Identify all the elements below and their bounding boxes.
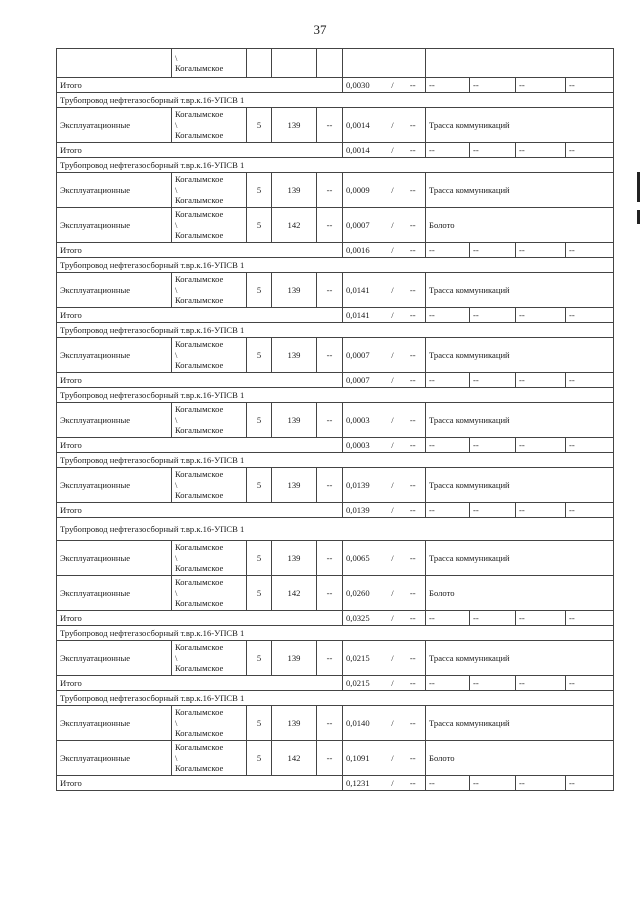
table-cell: [426, 49, 614, 78]
pipeline-header: Трубопровод нефтегазосборный т.вр.к.16-УПСВ 1: [57, 626, 614, 641]
section-number: 142: [272, 576, 317, 611]
total-label: Итого: [57, 78, 343, 93]
total-area: 0,0007: [343, 373, 382, 388]
total-area: 0,0325: [343, 611, 382, 626]
location-cell: [172, 108, 247, 143]
forest-type: Эксплуатационные: [57, 468, 172, 503]
forest-type: Эксплуатационные: [57, 208, 172, 243]
pipeline-header-row: [57, 388, 614, 403]
quarter-number: 5: [247, 208, 272, 243]
subsection-value: --: [317, 108, 343, 143]
location-line: Когалымское: [175, 577, 224, 588]
total-label: Итого: [57, 611, 343, 626]
subsection-value: --: [317, 403, 343, 438]
forest-type: Эксплуатационные: [57, 576, 172, 611]
area-slash: /: [382, 576, 404, 611]
total-row: [57, 78, 614, 93]
pipeline-header-row: [57, 93, 614, 108]
area-dash: --: [404, 706, 426, 741]
total-dash: --: [566, 373, 614, 388]
location-separator: \: [175, 52, 178, 63]
total-slash: /: [382, 676, 404, 691]
quarter-number: 5: [247, 541, 272, 576]
location-separator: \: [175, 119, 178, 130]
total-dash: --: [404, 503, 426, 518]
location-line: Когалымское: [175, 742, 224, 753]
land-category: Трасса коммуникаций: [426, 338, 614, 373]
table-cell: [317, 49, 343, 78]
area-dash: --: [404, 741, 426, 776]
land-category: Болото: [426, 576, 614, 611]
section-number: 142: [272, 208, 317, 243]
total-area: 0,1231: [343, 776, 382, 791]
location-line: Когалымское: [175, 130, 224, 141]
plot-row: [57, 108, 614, 143]
location-line: Когалымское: [175, 195, 224, 206]
pipeline-header-row: [57, 453, 614, 468]
area-slash: /: [382, 208, 404, 243]
total-dash: --: [470, 308, 516, 323]
area-slash: /: [382, 468, 404, 503]
total-label: Итого: [57, 438, 343, 453]
total-dash: --: [404, 78, 426, 93]
land-category: Трасса коммуникаций: [426, 108, 614, 143]
total-dash: --: [470, 243, 516, 258]
total-dash: --: [470, 373, 516, 388]
total-label: Итого: [57, 143, 343, 158]
plot-row: [57, 706, 614, 741]
total-dash: --: [404, 611, 426, 626]
location-separator: \: [175, 184, 178, 195]
quarter-number: 5: [247, 641, 272, 676]
total-dash: --: [470, 611, 516, 626]
location-cell: [172, 403, 247, 438]
area-slash: /: [382, 338, 404, 373]
area-value: 0,0007: [343, 208, 382, 243]
area-value: 0,0260: [343, 576, 382, 611]
total-dash: --: [516, 373, 566, 388]
location-line: Когалымское: [175, 63, 224, 73]
area-dash: --: [404, 641, 426, 676]
location-line: Когалымское: [175, 295, 224, 306]
total-row: [57, 503, 614, 518]
area-slash: /: [382, 108, 404, 143]
area-value: 0,0014: [343, 108, 382, 143]
pipeline-header-row: [57, 258, 614, 273]
area-value: 0,0140: [343, 706, 382, 741]
total-slash: /: [382, 78, 404, 93]
forest-type: Эксплуатационные: [57, 641, 172, 676]
total-row: [57, 676, 614, 691]
plot-row: [57, 641, 614, 676]
location-separator: \: [175, 479, 178, 490]
location-cell: [172, 173, 247, 208]
subsection-value: --: [317, 338, 343, 373]
location-separator: \: [175, 752, 178, 763]
area-dash: --: [404, 468, 426, 503]
subsection-value: --: [317, 641, 343, 676]
subsection-value: --: [317, 173, 343, 208]
section-number: 139: [272, 273, 317, 308]
location-line: Когалымское: [175, 404, 224, 415]
pipeline-header: Трубопровод нефтегазосборный т.вр.к.16-УПСВ 1: [57, 388, 614, 403]
area-dash: --: [404, 338, 426, 373]
pipeline-header-row: [57, 691, 614, 706]
area-slash: /: [382, 641, 404, 676]
forest-type: Эксплуатационные: [57, 273, 172, 308]
forest-type: Эксплуатационные: [57, 541, 172, 576]
forest-type: Эксплуатационные: [57, 706, 172, 741]
area-dash: --: [404, 173, 426, 208]
total-label: Итого: [57, 776, 343, 791]
quarter-number: 5: [247, 741, 272, 776]
area-dash: --: [404, 108, 426, 143]
total-dash: --: [426, 611, 470, 626]
location-line: Когалымское: [175, 209, 224, 220]
section-number: 139: [272, 338, 317, 373]
pipeline-header-row: [57, 626, 614, 641]
location-cell: [172, 468, 247, 503]
total-slash: /: [382, 776, 404, 791]
area-slash: /: [382, 403, 404, 438]
total-dash: --: [470, 438, 516, 453]
forest-type: Эксплуатационные: [57, 108, 172, 143]
forest-type: Эксплуатационные: [57, 741, 172, 776]
total-area: 0,0003: [343, 438, 382, 453]
section-number: 139: [272, 641, 317, 676]
location-separator: \: [175, 414, 178, 425]
total-row: [57, 373, 614, 388]
total-dash: --: [516, 503, 566, 518]
location-cell: [172, 273, 247, 308]
total-dash: --: [404, 308, 426, 323]
pipeline-header-row: [57, 323, 614, 338]
total-row: [57, 143, 614, 158]
total-area: 0,0139: [343, 503, 382, 518]
section-number: 139: [272, 468, 317, 503]
plot-row: [57, 468, 614, 503]
area-value: 0,0139: [343, 468, 382, 503]
area-dash: --: [404, 541, 426, 576]
total-dash: --: [516, 78, 566, 93]
quarter-number: 5: [247, 468, 272, 503]
quarter-number: 5: [247, 338, 272, 373]
section-number: 139: [272, 108, 317, 143]
pipeline-header: Трубопровод нефтегазосборный т.вр.к.16-УПСВ 1: [57, 453, 614, 468]
quarter-number: 5: [247, 273, 272, 308]
area-value: 0,0007: [343, 338, 382, 373]
location-separator: \: [175, 552, 178, 563]
location-line: Когалымское: [175, 663, 224, 674]
area-dash: --: [404, 273, 426, 308]
quarter-number: 5: [247, 403, 272, 438]
total-area: 0,0141: [343, 308, 382, 323]
pipeline-header: Трубопровод нефтегазосборный т.вр.к.16-УПСВ 1: [57, 518, 614, 541]
location-line: Когалымское: [175, 469, 224, 480]
total-dash: --: [470, 676, 516, 691]
location-separator: \: [175, 349, 178, 360]
location-separator: \: [175, 652, 178, 663]
total-row: [57, 438, 614, 453]
area-value: 0,0009: [343, 173, 382, 208]
total-dash: --: [566, 676, 614, 691]
total-dash: --: [426, 143, 470, 158]
total-slash: /: [382, 373, 404, 388]
location-line: Когалымское: [175, 642, 224, 653]
section-number: 142: [272, 741, 317, 776]
section-number: 139: [272, 706, 317, 741]
location-line: Когалымское: [175, 274, 224, 285]
area-slash: /: [382, 273, 404, 308]
location-line: Когалымское: [175, 425, 224, 436]
total-label: Итого: [57, 503, 343, 518]
total-dash: --: [566, 143, 614, 158]
plot-row: [57, 173, 614, 208]
area-value: 0,0003: [343, 403, 382, 438]
total-slash: /: [382, 438, 404, 453]
total-dash: --: [426, 503, 470, 518]
total-slash: /: [382, 503, 404, 518]
forest-type: Эксплуатационные: [57, 403, 172, 438]
plot-row: [57, 273, 614, 308]
location-line: Когалымское: [175, 728, 224, 739]
area-value: 0,0065: [343, 541, 382, 576]
location-cell: [172, 208, 247, 243]
table-cell: [343, 49, 426, 78]
total-dash: --: [516, 143, 566, 158]
total-dash: --: [516, 776, 566, 791]
total-slash: /: [382, 308, 404, 323]
location-cell: [172, 741, 247, 776]
total-label: Итого: [57, 373, 343, 388]
area-value: 0,0141: [343, 273, 382, 308]
plot-row: [57, 208, 614, 243]
section-number: 139: [272, 541, 317, 576]
land-category: Трасса коммуникаций: [426, 541, 614, 576]
section-number: 139: [272, 173, 317, 208]
total-dash: --: [566, 776, 614, 791]
location-line: Когалымское: [175, 763, 224, 774]
area-slash: /: [382, 541, 404, 576]
total-dash: --: [426, 676, 470, 691]
location-line: Когалымское: [175, 174, 224, 185]
total-dash: --: [404, 243, 426, 258]
quarter-number: 5: [247, 173, 272, 208]
pipeline-header-row: [57, 518, 614, 541]
area-dash: --: [404, 576, 426, 611]
total-dash: --: [566, 308, 614, 323]
location-cell: [172, 706, 247, 741]
total-label: Итого: [57, 676, 343, 691]
total-area: 0,0014: [343, 143, 382, 158]
plot-row: [57, 338, 614, 373]
total-area: 0,0016: [343, 243, 382, 258]
table-cell: [272, 49, 317, 78]
total-dash: --: [470, 776, 516, 791]
total-row: [57, 243, 614, 258]
page-number: 37: [313, 22, 327, 37]
total-dash: --: [516, 308, 566, 323]
location-line: Когалымское: [175, 598, 224, 609]
area-dash: --: [404, 403, 426, 438]
pipeline-header: Трубопровод нефтегазосборный т.вр.к.16-УПСВ 1: [57, 158, 614, 173]
subsection-value: --: [317, 273, 343, 308]
total-dash: --: [404, 143, 426, 158]
total-dash: --: [404, 438, 426, 453]
location-line: Когалымское: [175, 339, 224, 350]
total-label: Итого: [57, 243, 343, 258]
total-dash: --: [426, 243, 470, 258]
total-dash: --: [566, 243, 614, 258]
pipeline-header: Трубопровод нефтегазосборный т.вр.к.16-УПСВ 1: [57, 258, 614, 273]
total-dash: --: [516, 438, 566, 453]
total-dash: --: [566, 611, 614, 626]
area-slash: /: [382, 173, 404, 208]
total-slash: /: [382, 143, 404, 158]
location-line: Когалымское: [175, 707, 224, 718]
plot-row: [57, 403, 614, 438]
subsection-value: --: [317, 541, 343, 576]
subsection-value: --: [317, 208, 343, 243]
pipeline-header-row: [57, 158, 614, 173]
total-dash: --: [426, 308, 470, 323]
quarter-number: 5: [247, 108, 272, 143]
location-separator: \: [175, 284, 178, 295]
land-category: Трасса коммуникаций: [426, 706, 614, 741]
forest-type: Эксплуатационные: [57, 338, 172, 373]
total-dash: --: [516, 676, 566, 691]
land-category: Трасса коммуникаций: [426, 641, 614, 676]
total-dash: --: [516, 243, 566, 258]
total-dash: --: [426, 776, 470, 791]
total-dash: --: [566, 438, 614, 453]
location-cell: [172, 541, 247, 576]
total-dash: --: [470, 78, 516, 93]
continuation-row: [57, 49, 614, 78]
total-area: 0,0215: [343, 676, 382, 691]
subsection-value: --: [317, 741, 343, 776]
location-separator: \: [175, 219, 178, 230]
pipeline-header: Трубопровод нефтегазосборный т.вр.к.16-УПСВ 1: [57, 691, 614, 706]
land-category: Трасса коммуникаций: [426, 273, 614, 308]
subsection-value: --: [317, 706, 343, 741]
plot-row: [57, 741, 614, 776]
area-dash: --: [404, 208, 426, 243]
pipeline-header: Трубопровод нефтегазосборный т.вр.к.16-УПСВ 1: [57, 93, 614, 108]
total-dash: --: [470, 143, 516, 158]
land-category: Болото: [426, 208, 614, 243]
total-dash: --: [426, 78, 470, 93]
total-dash: --: [404, 676, 426, 691]
location-line: Когалымское: [175, 230, 224, 241]
total-label: Итого: [57, 308, 343, 323]
total-dash: --: [404, 776, 426, 791]
land-category: Трасса коммуникаций: [426, 468, 614, 503]
total-area: 0,0030: [343, 78, 382, 93]
location-cell: [172, 49, 247, 78]
area-slash: /: [382, 741, 404, 776]
quarter-number: 5: [247, 706, 272, 741]
total-row: [57, 611, 614, 626]
location-line: Когалымское: [175, 490, 224, 501]
area-slash: /: [382, 706, 404, 741]
total-slash: /: [382, 243, 404, 258]
land-category: Болото: [426, 741, 614, 776]
location-separator: \: [175, 587, 178, 598]
location-cell: [172, 338, 247, 373]
total-dash: --: [404, 373, 426, 388]
total-dash: --: [426, 438, 470, 453]
location-line: Когалымское: [175, 542, 224, 553]
forest-type: Эксплуатационные: [57, 173, 172, 208]
location-line: Когалымское: [175, 563, 224, 574]
total-row: [57, 776, 614, 791]
subsection-value: --: [317, 576, 343, 611]
total-dash: --: [516, 611, 566, 626]
area-value: 0,1091: [343, 741, 382, 776]
area-value: 0,0215: [343, 641, 382, 676]
location-cell: [172, 641, 247, 676]
type-cell: [57, 49, 172, 78]
location-separator: \: [175, 717, 178, 728]
quarter-number: 5: [247, 576, 272, 611]
total-slash: /: [382, 611, 404, 626]
location-line: Когалымское: [175, 360, 224, 371]
total-row: [57, 308, 614, 323]
subsection-value: --: [317, 468, 343, 503]
table-cell: [247, 49, 272, 78]
pipeline-header: Трубопровод нефтегазосборный т.вр.к.16-УПСВ 1: [57, 323, 614, 338]
land-plots-table: [56, 48, 614, 791]
total-dash: --: [426, 373, 470, 388]
section-number: 139: [272, 403, 317, 438]
land-category: Трасса коммуникаций: [426, 403, 614, 438]
land-category: Трасса коммуникаций: [426, 173, 614, 208]
total-dash: --: [566, 78, 614, 93]
plot-row: [57, 576, 614, 611]
total-dash: --: [470, 503, 516, 518]
location-cell: [172, 576, 247, 611]
plot-row: [57, 541, 614, 576]
location-line: Когалымское: [175, 109, 224, 120]
total-dash: --: [566, 503, 614, 518]
